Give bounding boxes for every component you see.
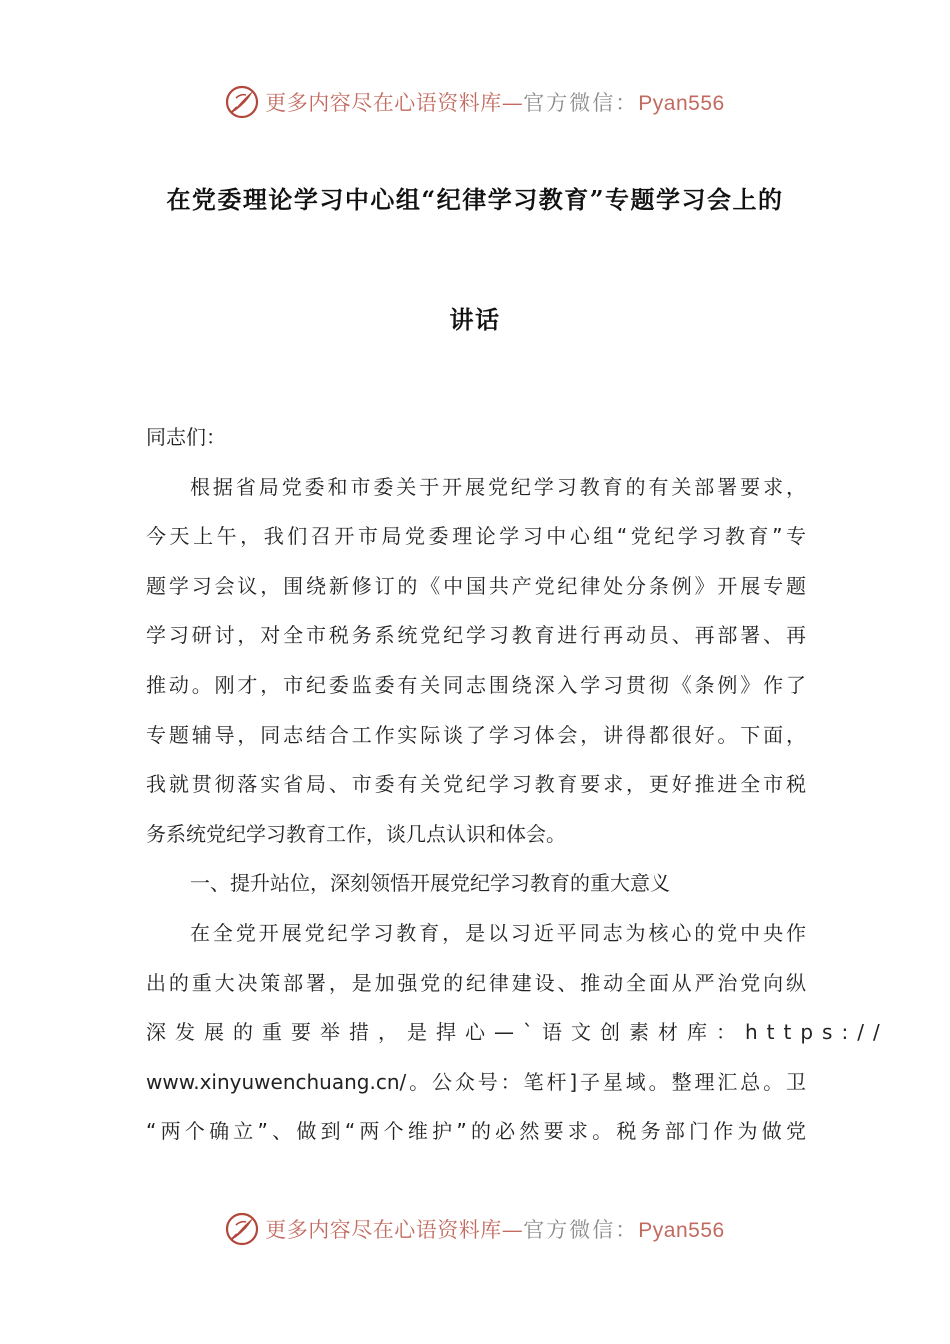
document-title-line1: 在党委理论学习中心组“纪律学习教育”专题学习会上的 [166,185,784,214]
watermark-text [265,1214,724,1244]
watermark-wechat-label: 官方微信： [523,91,639,115]
paragraph-line: 深发展的重要举措，是捍心—`语文创素材库：https:// [146,1020,889,1045]
watermark-wechat-label: 官方微信： [523,1218,639,1242]
watermark-separator: — [501,1218,524,1242]
paragraph-line: 题学习会议，围绕新修订的《中国共产党纪律处分条例》开展专题 [146,573,806,598]
watermark-wechat-id: Pyan556 [638,92,725,115]
watermark-separator: — [501,91,524,115]
section-heading: 一、提升站位，深刻领悟开展党纪学习教育的重大意义 [190,871,670,896]
watermark-banner-bottom [0,1209,950,1249]
paragraph-line: 在全党开展党纪学习教育，是以习近平同志为核心的党中央作 [190,920,806,945]
paragraph-line: 根据省局党委和市委关于开展党纪学习教育的有关部署要求， [190,474,806,499]
document-body [146,413,889,1157]
paragraph-line: www.xinyuwenchuang.cn/。公众号：笔杆]子星域。整理汇总。卫 [146,1069,806,1094]
paragraph-line: 今天上午，我们召开市局党委理论学习中心组“党纪学习教育”专 [146,524,806,549]
watermark-site-text: 更多内容尽在心语资料库 [265,91,502,115]
watermark-banner-top [0,82,950,122]
paragraph-line: “两个确立”、做到“两个维护”的必然要求。税务部门作为做党 [146,1119,806,1144]
watermark-wechat-id: Pyan556 [638,1219,725,1242]
salutation: 同志们： [146,425,226,449]
watermark-text [265,87,724,117]
quill-logo-icon [225,1212,259,1246]
paragraph-line: 学习研讨，对全市税务系统党纪学习教育进行再动员、再部署、再 [146,623,806,648]
paragraph-line: 推动。刚才，市纪委监委有关同志围绕深入学习贯彻《条例》作了 [146,672,806,697]
watermark-site-text: 更多内容尽在心语资料库 [265,1218,502,1242]
paragraph-line: 出的重大决策部署，是加强党的纪律建设、推动全面从严治党向纵 [146,970,806,995]
paragraph-line: 务系统党纪学习教育工作，谈几点认识和体会。 [146,821,566,846]
quill-logo-icon [225,85,259,119]
document-title-line2: 讲话 [449,305,501,334]
paragraph-line: 我就贯彻落实省局、市委有关党纪学习教育要求，更好推进全市税 [146,772,806,797]
paragraph-line: 专题辅导，同志结合工作实际谈了学习体会，讲得都很好。下面， [146,722,806,747]
